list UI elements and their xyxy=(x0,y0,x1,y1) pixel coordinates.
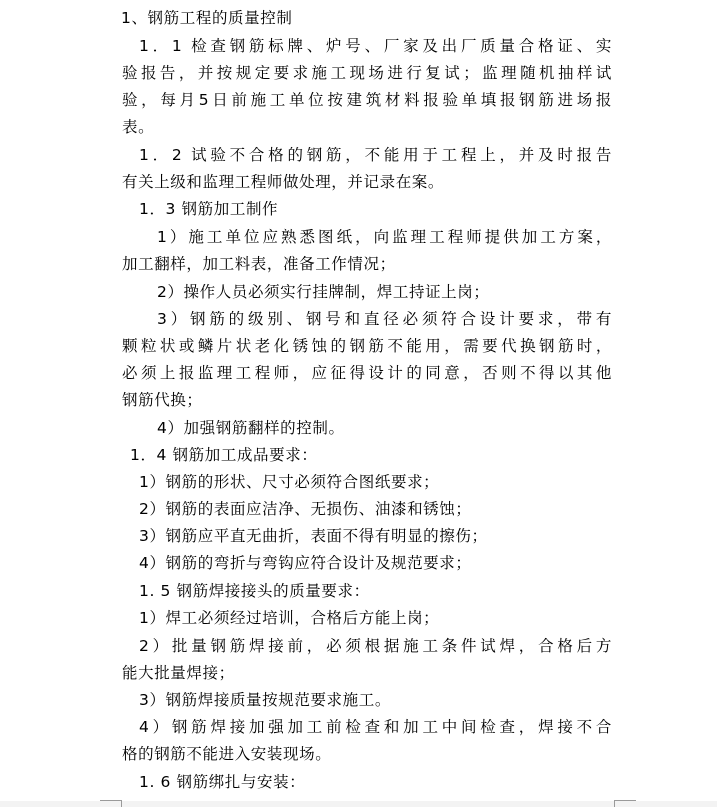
item-1-3-3-line-4: 钢筋代换； xyxy=(122,391,203,409)
paragraph-1-1-line-4: 表。 xyxy=(122,118,155,136)
item-1-5-4-line-2: 格的钢筋不能进入安装现场。 xyxy=(122,745,332,763)
item-1-5-2-line-1: 2）批量钢筋焊接前，必须根据施工条件试焊，合格后方 xyxy=(139,637,612,655)
item-1-3-3-line-2: 颗粒状或鳞片状老化锈蚀的钢筋不能用，需要代换钢筋时， xyxy=(122,337,612,355)
heading-1-4: 1．4 钢筋加工成品要求： xyxy=(130,446,318,464)
page-bottom-edge xyxy=(0,801,717,807)
item-1-5-2-line-2: 能大批量焊接； xyxy=(122,664,235,682)
heading-1-6: 1. 6 钢筋绑扎与安装： xyxy=(139,773,306,791)
item-1-3-4: 4）加强钢筋翻样的控制。 xyxy=(157,419,345,437)
margin-mark-left-horizontal xyxy=(100,800,122,801)
item-1-5-4-line-1: 4）钢筋焊接加强加工前检查和加工中间检查，焊接不合 xyxy=(139,718,612,736)
heading-1-3: 1．3 钢筋加工制作 xyxy=(139,200,279,218)
paragraph-1-1-line-1: 1．1 检查钢筋标牌、炉号、厂家及出厂质量合格证、实 xyxy=(139,37,612,55)
margin-mark-right-horizontal xyxy=(614,800,636,801)
item-1-3-2: 2）操作人员必须实行挂牌制，焊工持证上岗； xyxy=(157,283,490,301)
item-1-5-3: 3）钢筋焊接质量按规范要求施工。 xyxy=(139,691,391,709)
item-1-4-3: 3）钢筋应平直无曲折，表面不得有明显的擦伤； xyxy=(139,527,488,545)
item-1-3-3-line-1: 3）钢筋的级别、钢号和直径必须符合设计要求，带有 xyxy=(157,310,612,328)
item-1-4-1: 1）钢筋的形状、尺寸必须符合图纸要求； xyxy=(139,473,440,491)
paragraph-1-1-line-3: 验，每月5日前施工单位按建筑材料报验单填报钢筋进场报 xyxy=(122,91,612,109)
item-1-3-1-line-2: 加工翻样，加工料表，准备工作情况； xyxy=(122,255,396,273)
item-1-4-4: 4）钢筋的弯折与弯钩应符合设计及规范要求； xyxy=(139,554,472,572)
margin-mark-right xyxy=(614,800,615,807)
paragraph-1-2-line-1: 1．2 试验不合格的钢筋，不能用于工程上，并及时报告 xyxy=(139,146,612,164)
item-1-4-2: 2）钢筋的表面应洁净、无损伤、油漆和锈蚀； xyxy=(139,500,472,518)
margin-mark-left xyxy=(121,800,122,807)
item-1-5-1: 1）焊工必须经过培训，合格后方能上岗； xyxy=(139,609,440,627)
heading-rebar-quality-control: 1、钢筋工程的质量控制 xyxy=(121,9,293,27)
item-1-3-1-line-1: 1）施工单位应熟悉图纸，向监理工程师提供加工方案， xyxy=(157,228,612,246)
paragraph-1-2-line-2: 有关上级和监理工程师做处理，并记录在案。 xyxy=(122,173,445,191)
heading-1-5: 1. 5 钢筋焊接接头的质量要求： xyxy=(139,582,370,600)
paragraph-1-1-line-2: 验报告，并按规定要求施工现场进行复试；监理随机抽样试 xyxy=(122,64,612,82)
item-1-3-3-line-3: 必须上报监理工程师，应征得设计的同意，否则不得以其他 xyxy=(122,364,612,382)
